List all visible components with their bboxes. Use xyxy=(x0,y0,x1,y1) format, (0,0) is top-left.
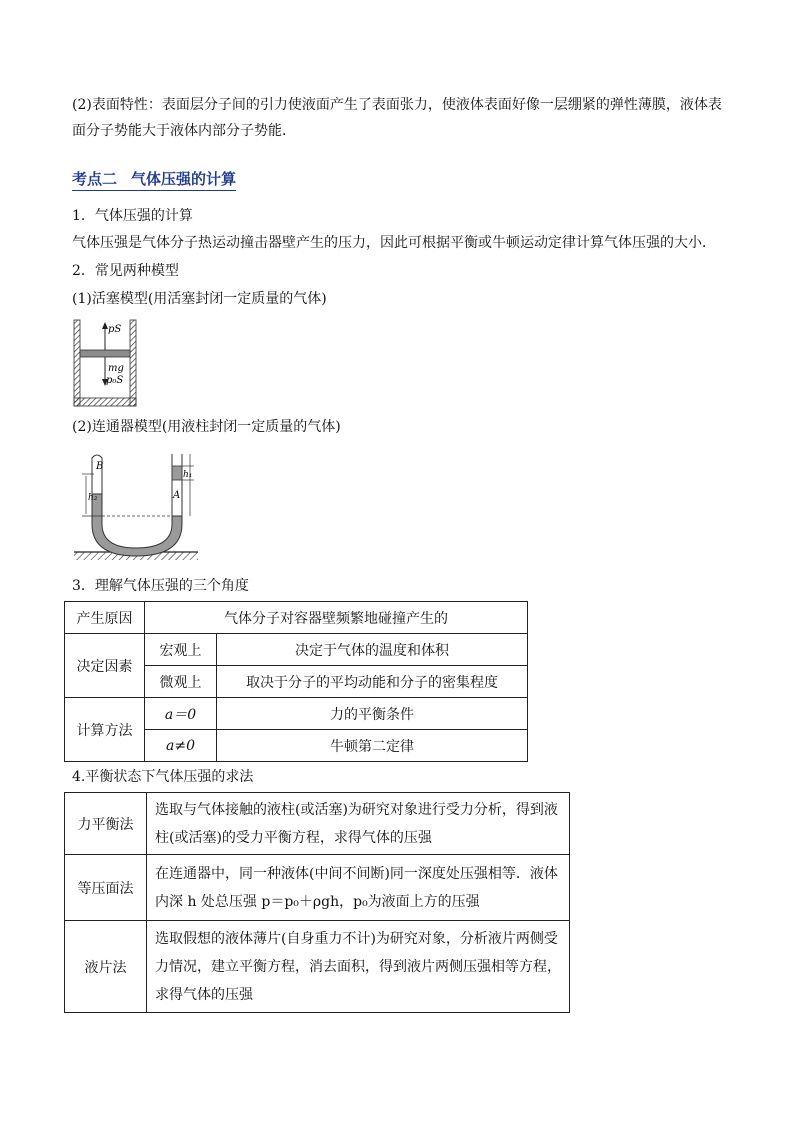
item-3-title: 3．理解气体压强的三个角度 xyxy=(72,578,249,594)
item-1-body: 气体压强是气体分子热运动撞击器壁产生的压力，因此可根据平衡或牛顿运动定律计算气体压强的大小． xyxy=(72,235,716,251)
liquid-plug-right xyxy=(172,466,182,480)
label-a: A xyxy=(173,490,181,501)
table-row xyxy=(65,921,570,1013)
table-cell: 液片法 xyxy=(65,921,147,1013)
label-h1: h₁ xyxy=(183,470,193,480)
utube-model-caption: (2)连通器模型(用液柱封闭一定质量的气体) xyxy=(72,419,341,435)
section-title: 气体压强的计算 xyxy=(131,170,237,188)
table-cell: 微观上 xyxy=(145,666,217,698)
cylinder-bottom xyxy=(74,398,136,406)
table-row xyxy=(65,602,528,634)
pressure-aspects-table xyxy=(64,601,528,762)
piston-model-caption: (1)活塞模型(用活塞封闭一定质量的气体) xyxy=(72,291,327,307)
piston xyxy=(80,350,130,357)
table-cell: 在连通器中，同一种液体(中间不间断)同一深度处压强相等．液体内深 h 处总压强 p＝p₀＋ρgh，p₀为液面上方的压强 xyxy=(147,855,570,921)
table-cell: 气体分子对容器壁频繁地碰撞产生的 xyxy=(145,602,528,634)
equilibrium-methods-table xyxy=(64,792,570,1013)
table-cell: 力的平衡条件 xyxy=(217,698,528,730)
label-mg: mg xyxy=(108,363,124,374)
table-cell: 力平衡法 xyxy=(65,793,147,855)
table-row xyxy=(65,698,528,730)
liquid-column xyxy=(92,494,182,556)
section-label: 考点二 xyxy=(72,170,118,188)
section-heading xyxy=(72,168,236,191)
table-row xyxy=(65,634,528,666)
surface-property-paragraph: (2)表面特性：表面层分子间的引力使液面产生了表面张力，使液体表面好像一层绷紧的弹性薄膜，液体表面分子势能大于液体内部分子势能． xyxy=(72,97,722,139)
table-row xyxy=(65,793,570,855)
piston-model-figure xyxy=(70,316,140,410)
table-cell: 产生原因 xyxy=(65,602,145,634)
label-b: B xyxy=(96,461,104,472)
item-4-title: 4.平衡状态下气体压强的求法 xyxy=(72,769,254,785)
item-2-title: 2．常见两种模型 xyxy=(72,263,179,279)
utube-model-figure xyxy=(72,444,202,564)
table-cell: 选取与气体接触的液柱(或活塞)为研究对象进行受力分析，得到液柱(或活塞)的受力平衡方程，求得气体的压强 xyxy=(147,793,570,855)
table-cell: a≠0 xyxy=(145,730,217,762)
table-cell: 选取假想的液体薄片(自身重力不计)为研究对象，分析液片两侧受力情况，建立平衡方程，消去面积，得到液片两侧压强相等方程，求得气体的压强 xyxy=(147,921,570,1013)
table-cell: 宏观上 xyxy=(145,634,217,666)
table-cell: 决定于气体的温度和体积 xyxy=(217,634,528,666)
table-cell: 决定因素 xyxy=(65,634,145,698)
label-p0s: p₀S xyxy=(106,375,124,386)
label-h2: h₂ xyxy=(88,493,98,503)
table-row xyxy=(65,855,570,921)
table-cell: 牛顿第二定律 xyxy=(217,730,528,762)
table-cell: 等压面法 xyxy=(65,855,147,921)
table-cell: a＝0 xyxy=(145,698,217,730)
cylinder-right-wall xyxy=(130,320,136,406)
table-cell: 取决于分子的平均动能和分子的密集程度 xyxy=(217,666,528,698)
label-ps: pS xyxy=(108,324,122,335)
item-1-title: 1．气体压强的计算 xyxy=(72,208,193,224)
table-cell: 计算方法 xyxy=(65,698,145,762)
cylinder-left-wall xyxy=(74,320,80,406)
